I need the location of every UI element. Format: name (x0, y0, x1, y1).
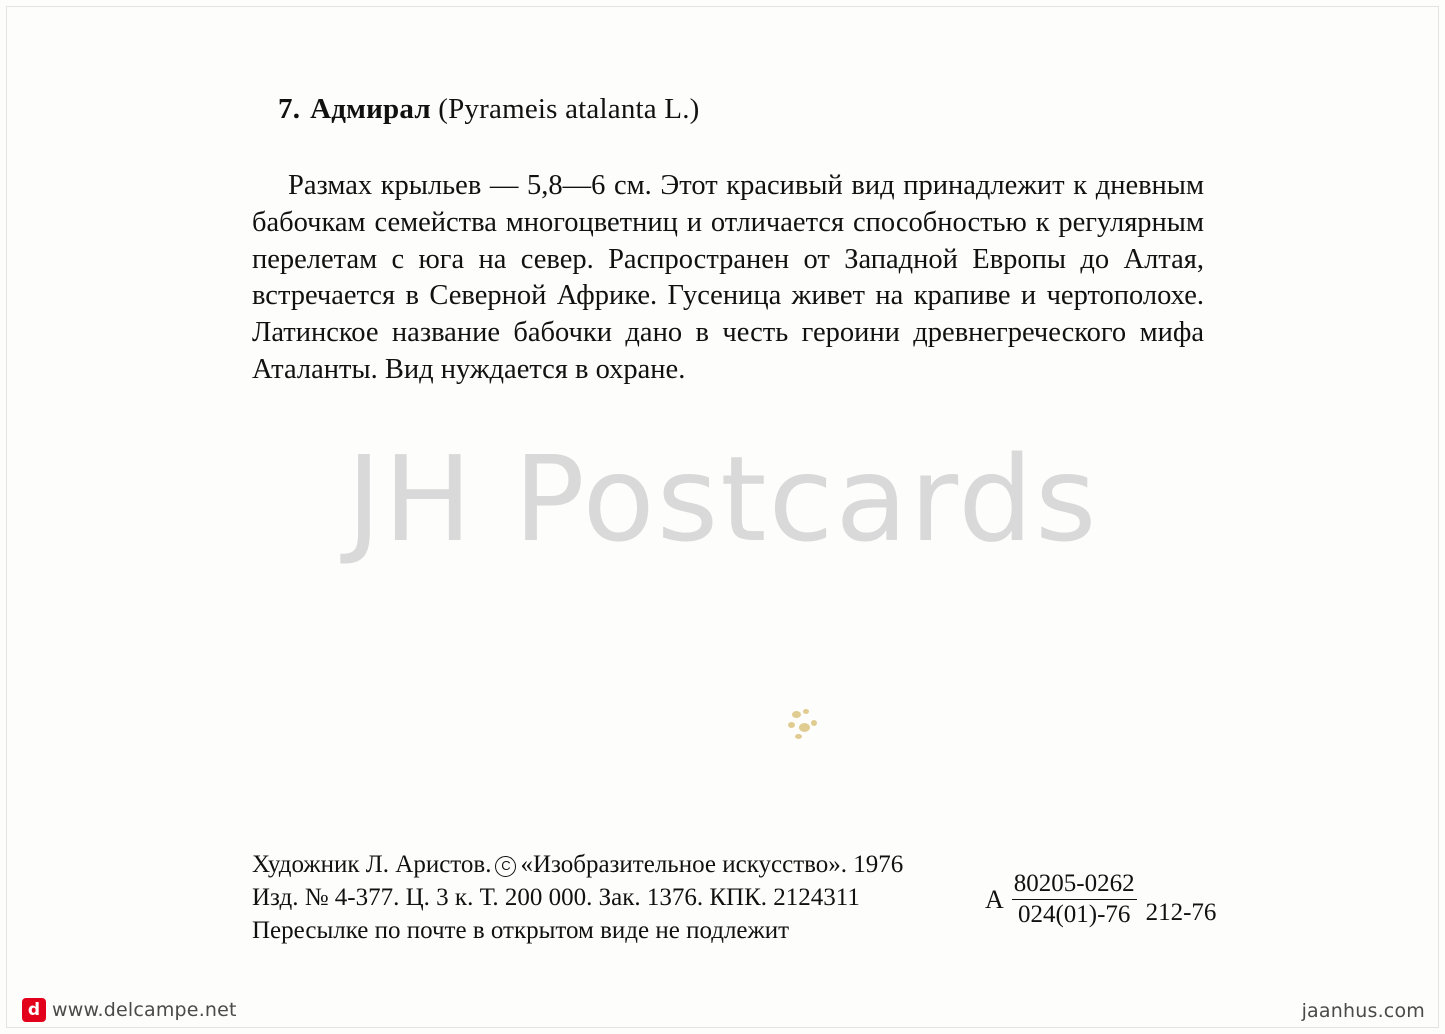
delcampe-watermark (22, 998, 237, 1022)
delcampe-url: www.delcampe.net (52, 999, 237, 1021)
copyright-icon: C (495, 856, 516, 877)
stain-spot (786, 707, 824, 745)
imprint-line-3: Пересылке по почте в открытом виде не подлежит (252, 917, 790, 944)
delcampe-logo-icon: d (22, 998, 46, 1022)
imprint-block (252, 848, 903, 947)
code-suffix: 212-76 (1145, 899, 1217, 926)
imprint-line-2: Изд. № 4-377. Ц. 3 к. Т. 200 000. Зак. 1376. КПК. 2124311 (252, 884, 860, 911)
card-title (278, 93, 700, 126)
code-fraction (1012, 870, 1137, 929)
card-description: Размах крыльев — 5,8—6 см. Этот красивый вид принадлежит к дневным бабочкам семейства многоцветниц и отличается способностью к регулярным перелетам с юга на север. Распространен от Западной Европы до Алтая, встречается в Северной Африке. Гусеница живет на крапиве и чертополохе. Латинское название бабочки дано в честь героини древнегреческого мифа Аталанты. Вид нуждается в охране. (252, 170, 1204, 385)
code-letter: А (985, 884, 1004, 914)
watermark-center: JH Postcards (346, 430, 1099, 568)
imprint-artist: Художник Л. Аристов. (252, 851, 492, 878)
code-denominator: 024(01)-76 (1017, 901, 1131, 928)
title-number: 7. (278, 93, 301, 125)
site-watermark: jaanhus.com (1301, 1000, 1425, 1022)
title-species-name: Адмирал (310, 93, 431, 125)
catalog-code (985, 870, 1216, 929)
code-numerator: 80205-0262 (1012, 870, 1137, 900)
imprint-publisher: «Изобразительное искусство». 1976 (520, 851, 904, 878)
title-latin-name: (Pyrameis atalanta L.) (438, 93, 700, 125)
imprint-line-1 (252, 848, 903, 881)
